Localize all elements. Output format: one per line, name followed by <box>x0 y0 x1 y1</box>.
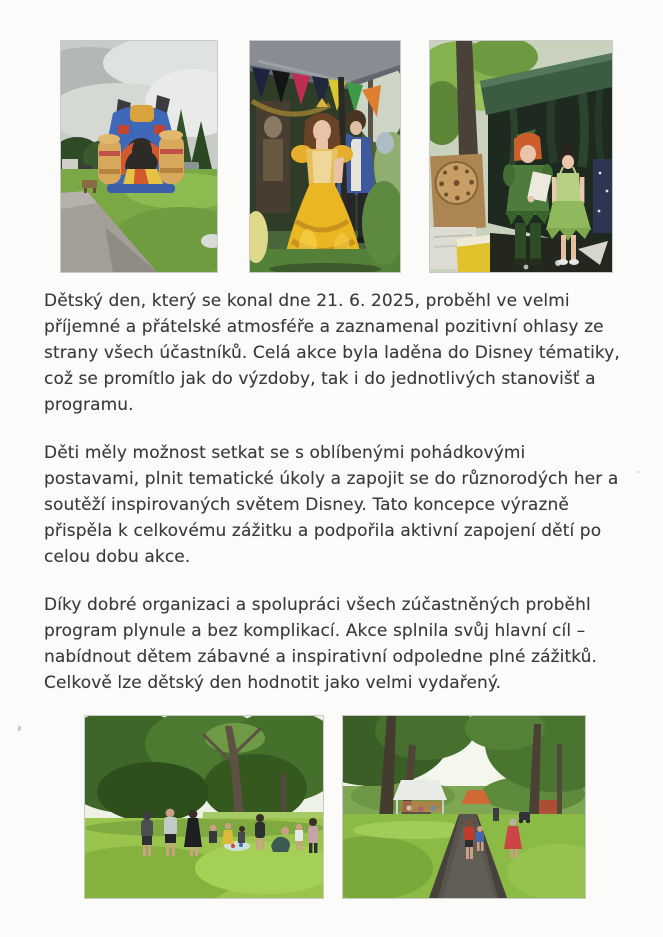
paragraph-conclusion <box>44 592 640 696</box>
text-line: Celkově lze dětský den hodnotit jako velmi vydařený. <box>44 673 502 693</box>
photo-park-path <box>343 716 585 898</box>
text-line: Dětský den, který se konal dne 21. 6. 2025, proběhl ve velmi <box>44 291 570 311</box>
text-line: což se promítlo jak do výzdoby, tak i do jednotlivých stanovišť a <box>44 369 596 389</box>
text-line: Děti měly možnost setkat se s oblíbenými pohádkovými <box>44 443 526 463</box>
photo-inflatable-pirate-castle <box>61 41 217 272</box>
text-line: strany všech účastníků. Celá akce byla laděna do Disney tématiky, <box>44 343 620 363</box>
paragraph-activities <box>44 440 640 570</box>
text-line: postavami, plnit tematické úkoly a zapojit se do různorodých her a <box>44 469 619 489</box>
photo-meadow-group-image <box>85 716 323 898</box>
text-line: příjemné a přátelské atmosféře a zaznamenal pozitivní ohlasy ze <box>44 317 604 337</box>
text-line: programu. <box>44 395 134 415</box>
photo-meadow-group <box>85 716 323 898</box>
text-line: program plynule a bez komplikací. Akce splnila svůj hlavní cíl – <box>44 621 586 641</box>
paragraph-event-overview <box>44 288 640 418</box>
photo-inflatable-pirate-castle-image <box>61 41 217 272</box>
text-line: přispěla k celkovému zážitku a podpořila aktivní zapojení dětí po <box>44 521 602 541</box>
photo-belle-and-prince <box>250 41 400 272</box>
photo-park-path-image <box>343 716 585 898</box>
text-line: Díky dobré organizaci a spolupráci všech zúčastněných proběhl <box>44 595 591 615</box>
scan-speck <box>18 726 22 732</box>
photo-peter-pan-and-fairy <box>430 41 612 272</box>
text-line: celou dobu akce. <box>44 547 191 567</box>
photo-belle-and-prince-image <box>250 41 400 272</box>
text-line: nabídnout dětem zábavné a inspirativní odpoledne plné zážitků. <box>44 647 598 667</box>
scan-speck <box>637 471 639 473</box>
report-text <box>44 288 640 696</box>
text-line: soutěží inspirovaných světem Disney. Tato koncepce výrazně <box>44 495 569 515</box>
photo-peter-pan-and-fairy-image <box>430 41 612 272</box>
